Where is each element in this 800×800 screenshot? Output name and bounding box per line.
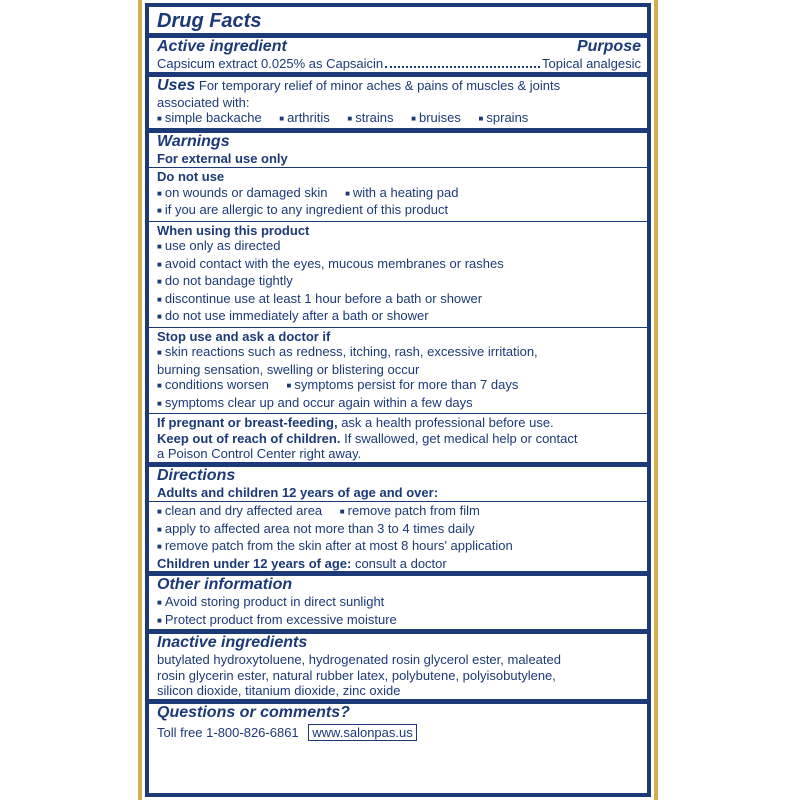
inactive-heading: Inactive ingredients [157, 634, 308, 651]
drug-facts-panel [145, 3, 651, 797]
list-item: ■ arthritis [279, 110, 329, 125]
dot-leader [385, 66, 540, 68]
uses-text-1: For temporary relief of minor aches & pains of muscles & joints [198, 77, 561, 93]
list-item: ■ Protect product from excessive moisture [157, 612, 641, 630]
children-bold: Children under 12 years of age: [157, 555, 352, 571]
keep-out-warning [157, 431, 641, 447]
list-item: ■ apply to affected area not more than 3 to 4 times daily [157, 521, 641, 539]
list-item: ■ Avoid storing product in direct sunlight [157, 594, 641, 612]
do-not-use-row [157, 185, 641, 203]
pregnant-text: ask a health professional before use. [337, 415, 554, 430]
list-item: ■ symptoms clear up and occur again within a few days [157, 395, 641, 413]
list-item: ■ strains [347, 110, 393, 125]
list-item: ■ conditions worsen [157, 377, 269, 392]
inactive-line-1: butylated hydroxytoluene, hydrogenated rosin glycerol ester, maleated [157, 652, 561, 667]
active-ingredient-row [157, 56, 641, 72]
when-using-heading: When using this product [157, 222, 310, 238]
active-ingredient-text: Capsicum extract 0.025% as Capsaicin [157, 56, 384, 71]
other-info-heading: Other information [157, 576, 293, 593]
divider [149, 221, 647, 222]
list-item: ■ do not use immediately after a bath or shower [157, 308, 641, 326]
website-url[interactable]: www.salonpas.us [308, 724, 416, 741]
children-text: consult a doctor [351, 555, 447, 571]
list-item: ■ on wounds or damaged skin [157, 185, 327, 200]
external-use-text: For external use only [157, 150, 288, 166]
uses-text-2: associated with: [157, 94, 250, 110]
keep-out-text-1: If swallowed, get medical help or contact [340, 430, 578, 446]
pregnant-warning [157, 415, 641, 431]
list-item: ■ if you are allergic to any ingredient of this product [157, 202, 641, 220]
adults-heading: Adults and children 12 years of age and over: [157, 484, 439, 500]
stop-use-heading: Stop use and ask a doctor if [157, 328, 331, 344]
list-item: ■ simple backache [157, 110, 262, 125]
contact-row [157, 725, 641, 741]
inactive-line-3: silicon dioxide, titanium dioxide, zinc oxide [157, 683, 401, 698]
stop-use-row [157, 377, 641, 395]
list-item-continued: burning sensation, swelling or blistering occur [157, 361, 420, 377]
list-item: ■ do not bandage tightly [157, 273, 641, 291]
divider [149, 167, 647, 168]
list-item: ■ use only as directed [157, 238, 641, 256]
list-item: ■ symptoms persist for more than 7 days [287, 377, 519, 392]
divider [149, 501, 647, 502]
divider [149, 413, 647, 414]
divider [149, 327, 647, 328]
directions-heading: Directions [157, 466, 236, 484]
drug-facts-label [138, 0, 658, 800]
do-not-use-heading: Do not use [157, 169, 225, 184]
active-ingredient-heading: Active ingredient [157, 38, 287, 55]
questions-heading: Questions or comments? [157, 703, 350, 721]
pregnant-bold: If pregnant or breast-feeding, [157, 415, 338, 430]
keep-out-bold: Keep out of reach of children. [157, 430, 341, 446]
uses-items [157, 110, 641, 128]
inactive-line-2: rosin glycerin ester, natural rubber latex, polybutene, polyisobutylene, [157, 667, 556, 683]
list-item: ■ avoid contact with the eyes, mucous membranes or rashes [157, 256, 641, 274]
warnings-heading: Warnings [157, 132, 230, 150]
list-item: ■ clean and dry affected area [157, 503, 322, 518]
list-item: ■ remove patch from film [340, 503, 480, 518]
uses-line-1 [157, 77, 641, 95]
list-item: ■ with a heating pad [345, 185, 458, 200]
drug-facts-title: Drug Facts [157, 10, 262, 32]
uses-heading: Uses [157, 76, 196, 94]
purpose-heading: Purpose [576, 38, 641, 55]
keep-out-text-2: a Poison Control Center right away. [157, 446, 362, 461]
purpose-text: Topical analgesic [541, 56, 641, 71]
directions-row [157, 503, 641, 521]
list-item: ■ skin reactions such as redness, itching, rash, excessive irritation, [157, 344, 641, 362]
list-item: ■ discontinue use at least 1 hour before a bath or shower [157, 291, 641, 309]
phone-number: Toll free 1-800-826-6861 [157, 724, 299, 740]
active-ingredient-header [157, 38, 641, 56]
list-item: ■ sprains [479, 110, 529, 125]
children-directions [157, 556, 641, 572]
list-item: ■ bruises [411, 110, 461, 125]
list-item: ■ remove patch from the skin after at most 8 hours' application [157, 538, 641, 556]
